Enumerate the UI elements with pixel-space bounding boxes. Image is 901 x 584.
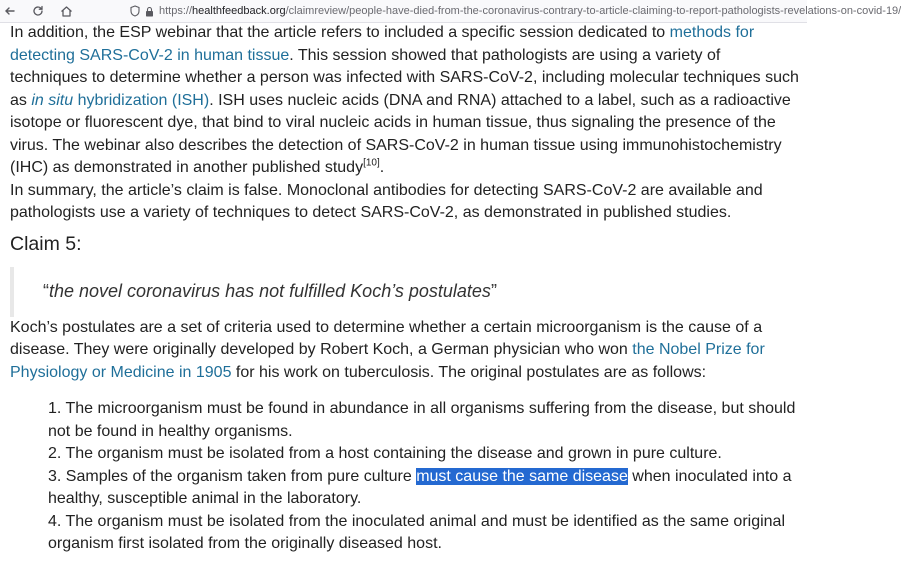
link-nobel-prize[interactable]: the Nobel Prize for Physiology or Medicine in 1905 — [10, 341, 765, 381]
text-span: for his work on tuberculosis. The original postulates are as follows: — [231, 363, 707, 381]
paragraph-koch — [10, 317, 800, 385]
text-span: . This session showed that pathologists are using a variety of techniques to determine whether a person was infected with SARS-CoV-2, including molecular techniques such as — [10, 46, 799, 109]
list-item: 1. The microorganism must be found in abundance in all organisms suffering from the disease, but should not be found in healthy organisms. — [48, 400, 796, 440]
lock-icon[interactable] — [145, 6, 154, 17]
list-item: 2. The organism must be isolated from a host containing the disease and grown in pure culture. — [48, 445, 722, 462]
paragraph-esp-webinar — [10, 22, 800, 180]
article-body — [10, 22, 800, 556]
url-prefix: https:// — [159, 5, 193, 17]
selected-text[interactable]: must cause the same disease — [416, 467, 628, 485]
link-in-situ-hybridization[interactable] — [31, 92, 209, 109]
text-span: when inoculated into a healthy, susceptible animal in the laboratory. — [48, 467, 792, 507]
text-span: . — [379, 159, 385, 176]
quote-text: the novel coronavirus has not fulfilled Koch’s postulates — [49, 281, 491, 302]
claim-quote — [10, 267, 800, 317]
link-rest-part: hybridization (ISH) — [73, 91, 210, 109]
back-arrow-icon[interactable] — [0, 1, 20, 21]
text-span: . ISH uses nucleic acids (DNA and RNA) attached to a label, such as a radioactive isotope or fluorescent dye, that bind to viral nucleic acids in human tissue, thus signaling the presence of the virus. The webinar also describes the detection of SARS-CoV-2 in human tissue using immunohistochemistry (IHC) as demonstrated in another published study — [10, 91, 791, 176]
url-host: healthfeedback.org — [192, 5, 286, 17]
text-span: In addition, the ESP webinar that the article refers to included a specific session dedicated to — [10, 24, 670, 41]
paragraph-summary: In summary, the article’s claim is false. Monoclonal antibodies for detecting SARS-CoV-2 are available and pathologists use a variety of techniques to detect SARS-CoV-2, as demonstrated in published studies. — [10, 181, 763, 221]
browser-toolbar — [0, 0, 901, 23]
quote-open: “ — [43, 281, 49, 302]
home-icon[interactable] — [56, 1, 76, 21]
url-path: /claimreview/people-have-died-from-the-coronavirus-contrary-to-article-claiming-to-report-pathologists-revelations-on-covid-19/ — [285, 5, 901, 17]
list-item: 4. The organism must be isolated from the inoculated animal and must be identified as the same original organism first isolated from the originally diseased host. — [48, 512, 785, 552]
claim-heading: Claim 5: — [10, 232, 82, 255]
quote-close: ” — [490, 281, 497, 302]
url-bar[interactable] — [130, 0, 901, 22]
reload-icon[interactable] — [28, 1, 48, 21]
citation-10[interactable]: [10] — [363, 157, 380, 169]
shield-icon[interactable] — [130, 5, 140, 17]
text-span: 3. Samples of the organism taken from pure culture — [48, 467, 417, 485]
list-item — [48, 466, 800, 511]
link-methods-detecting[interactable]: methods for detecting SARS-CoV-2 in human tissue — [10, 24, 755, 64]
text-span: Koch’s postulates are a set of criteria used to determine whether a certain microorganism is the cause of a disease. They were originally developed by Robert Koch, a German physician who won — [10, 318, 763, 358]
link-italic-part: in situ — [31, 91, 74, 109]
postulates-list — [48, 398, 800, 556]
